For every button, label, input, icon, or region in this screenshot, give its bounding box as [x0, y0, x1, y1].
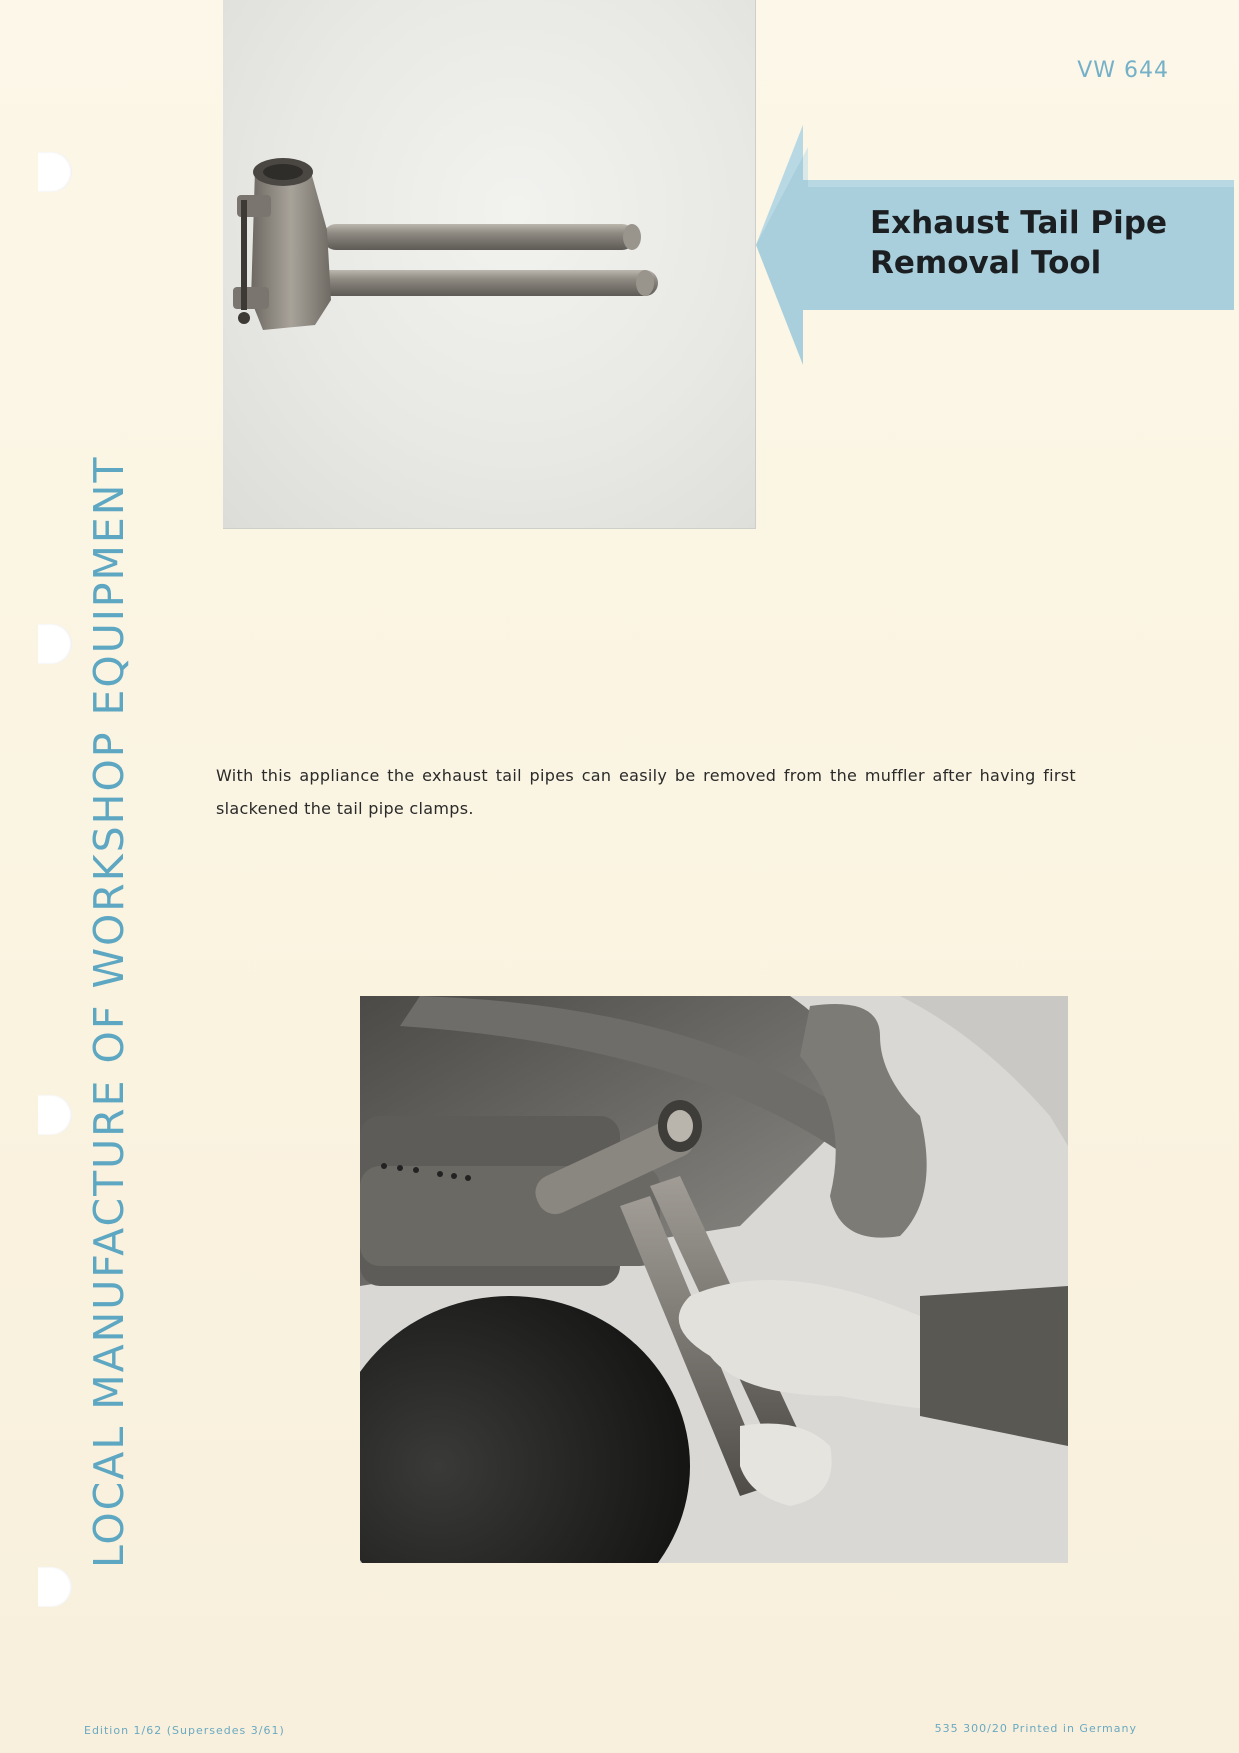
tool-title-line2: Removal Tool [870, 245, 1102, 281]
document-number: VW 644 [1077, 58, 1169, 83]
tool-title-line1: Exhaust Tail Pipe [870, 205, 1167, 241]
description-paragraph: With this appliance the exhaust tail pipes can easily be removed from the muffler after having first slackened the tail pipe clamps. [216, 766, 1076, 818]
usage-photo [360, 996, 1068, 1563]
side-title: LOCAL MANUFACTURE OF WORKSHOP EQUIPMENT [85, 455, 133, 1568]
tool-title [870, 203, 1210, 283]
punch-hole [38, 624, 72, 664]
tool-illustration [223, 0, 755, 528]
punch-hole [38, 1567, 72, 1607]
punch-hole [38, 152, 72, 192]
edition-note: Edition 1/62 (Supersedes 3/61) [84, 1724, 285, 1737]
punch-hole [38, 1095, 72, 1135]
usage-illustration [360, 996, 1068, 1563]
print-note: 535 300/20 Printed in Germany [934, 1722, 1137, 1735]
tool-photo [223, 0, 756, 529]
